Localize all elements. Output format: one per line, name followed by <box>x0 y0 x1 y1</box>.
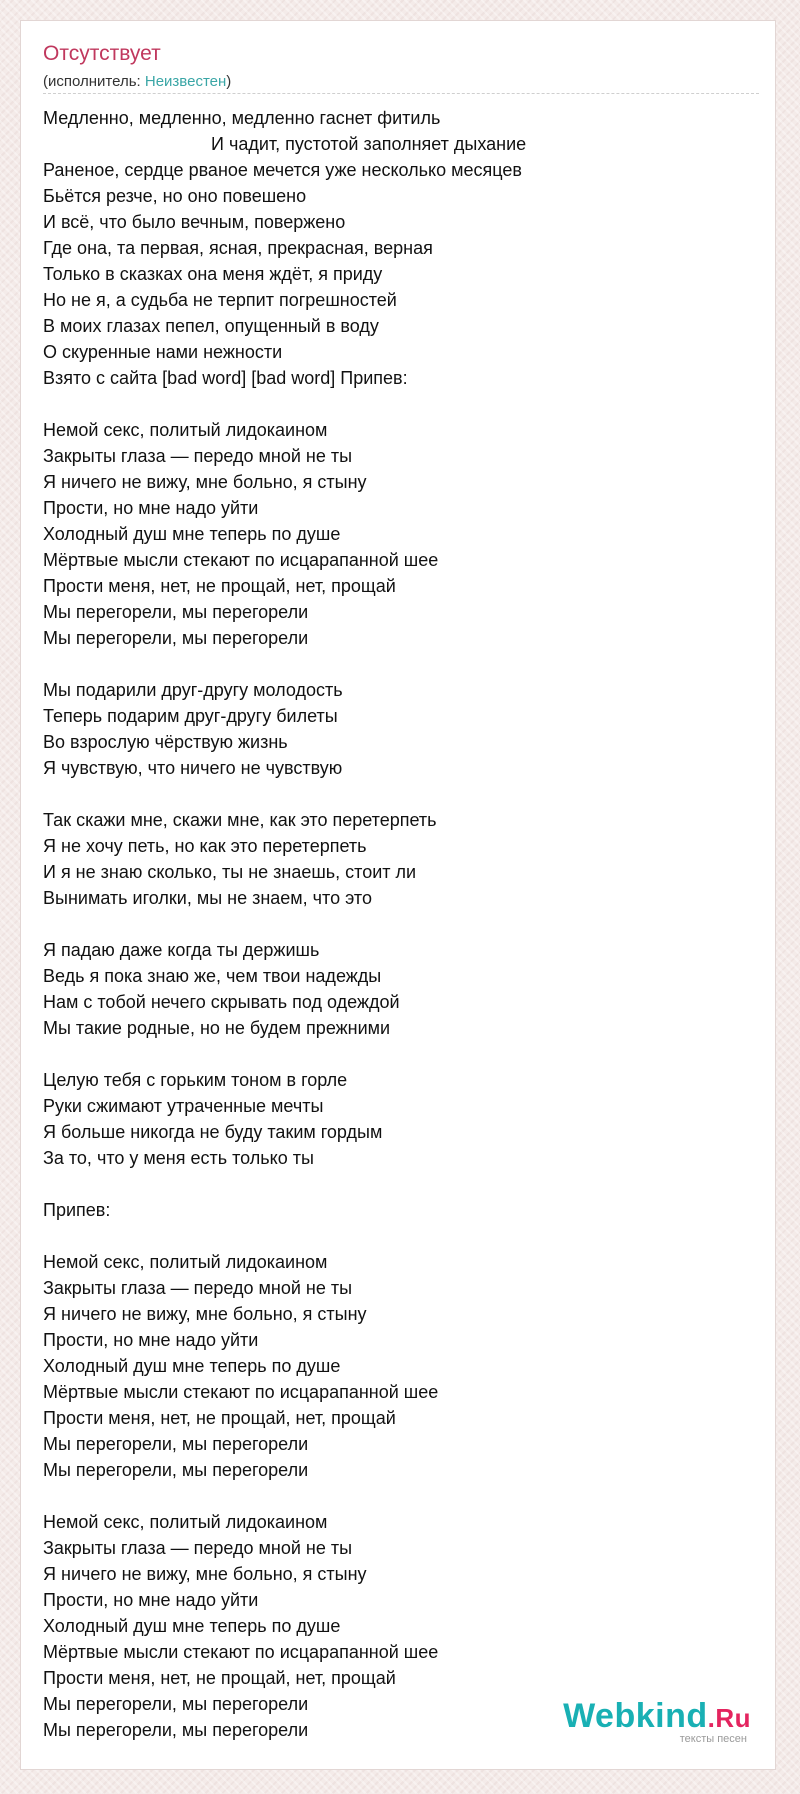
lyric-blank-line <box>43 391 759 417</box>
lyric-line: Я падаю даже когда ты держишь <box>43 940 320 960</box>
lyric-line: Холодный душ мне теперь по душе <box>43 1616 341 1636</box>
lyric-line: Закрыты глаза — передо мной не ты <box>43 446 353 466</box>
lyric-line: Я ничего не вижу, мне больно, я стыну <box>43 1564 367 1584</box>
lyric-line: Во взрослую чёрствую жизнь <box>43 732 288 752</box>
lyric-line: Припев: <box>43 1200 111 1220</box>
lyric-line: Но не я, а судьба не терпит погрешностей <box>43 290 397 310</box>
lyric-line: И всё, что было вечным, повержено <box>43 212 346 232</box>
lyric-line: Так скажи мне, скажи мне, как это перетерпеть <box>43 810 437 830</box>
lyric-line: Руки сжимают утраченные мечты <box>43 1096 324 1116</box>
song-title: Отсутствует <box>43 42 161 65</box>
lyric-line: Нам с тобой нечего скрывать под одеждой <box>43 992 400 1012</box>
lyric-line: Теперь подарим друг-другу билеты <box>43 706 338 726</box>
lyric-line: Где она, та первая, ясная, прекрасная, верная <box>43 238 433 258</box>
lyric-blank-line <box>43 781 759 807</box>
lyric-line: Я ничего не вижу, мне больно, я стыну <box>43 472 367 492</box>
lyric-line: Прости меня, нет, не прощай, нет, прощай <box>43 1668 396 1688</box>
lyric-line: Только в сказках она меня ждёт, я приду <box>43 264 383 284</box>
lyric-line: Ведь я пока знаю же, чем твои надежды <box>43 966 382 986</box>
logo-tagline: тексты песен <box>679 1733 747 1745</box>
lyric-line: Мы перегорели, мы перегорели <box>43 1434 309 1454</box>
lyric-line: И чадит, пустотой заполняет дыхание <box>211 134 527 154</box>
lyric-line: Немой секс, политый лидокаином <box>43 1512 328 1532</box>
lyric-line: Мёртвые мысли стекают по исцарапанной шее <box>43 550 439 570</box>
lyric-line: Мёртвые мысли стекают по исцарапанной шее <box>43 1642 439 1662</box>
lyric-blank-line <box>43 1171 759 1197</box>
lyric-line: Мёртвые мысли стекают по исцарапанной шее <box>43 1382 439 1402</box>
lyric-line: Бьётся резче, но оно повешено <box>43 186 307 206</box>
lyric-line: В моих глазах пепел, опущенный в воду <box>43 316 379 336</box>
lyric-line: Мы перегорели, мы перегорели <box>43 628 309 648</box>
header-divider <box>43 93 759 94</box>
lyric-line: Мы перегорели, мы перегорели <box>43 1720 309 1740</box>
lyric-line: Я ничего не вижу, мне больно, я стыну <box>43 1304 367 1324</box>
lyric-line: Прости меня, нет, не прощай, нет, прощай <box>43 576 396 596</box>
lyric-line: Прости, но мне надо уйти <box>43 498 259 518</box>
lyric-line: Холодный душ мне теперь по душе <box>43 1356 341 1376</box>
lyric-line: Холодный душ мне теперь по душе <box>43 524 341 544</box>
lyric-line: Я не хочу петь, но как это перетерпеть <box>43 836 367 856</box>
lyric-blank-line <box>43 1483 759 1509</box>
lyric-blank-line <box>43 911 759 937</box>
lyric-line: Закрыты глаза — передо мной не ты <box>43 1538 353 1558</box>
lyric-line: Я больше никогда не буду таким гордым <box>43 1122 383 1142</box>
lyric-blank-line <box>43 651 759 677</box>
lyric-line: Раненое, сердце рваное мечется уже несколько месяцев <box>43 160 522 180</box>
lyric-line: Прости, но мне надо уйти <box>43 1330 259 1350</box>
artist-prefix: (исполнитель: <box>43 73 145 90</box>
lyric-line: Мы подарили друг-другу молодость <box>43 680 343 700</box>
lyric-line: Мы перегорели, мы перегорели <box>43 1460 309 1480</box>
logo-name: Webkind <box>563 1697 708 1735</box>
artist-suffix: ) <box>226 73 232 90</box>
lyrics-card <box>20 20 776 1770</box>
logo-wordmark <box>563 1699 751 1735</box>
lyric-line: Прости меня, нет, не прощай, нет, прощай <box>43 1408 396 1428</box>
lyric-line: Мы перегорели, мы перегорели <box>43 602 309 622</box>
lyric-line: За то, что у меня есть только ты <box>43 1148 314 1168</box>
logo-tld: .Ru <box>707 1703 751 1733</box>
lyric-line: Закрыты глаза — передо мной не ты <box>43 1278 353 1298</box>
lyric-line: Я чувствую, что ничего не чувствую <box>43 758 343 778</box>
lyric-line: Мы перегорели, мы перегорели <box>43 1694 309 1714</box>
lyric-line: Прости, но мне надо уйти <box>43 1590 259 1610</box>
lyric-blank-line <box>43 1041 759 1067</box>
lyric-line: Целую тебя с горьким тоном в горле <box>43 1070 348 1090</box>
artist-line <box>43 73 231 90</box>
lyric-line: Взято с сайта [bad word] [bad word] Припев: <box>43 368 408 388</box>
lyric-line: Немой секс, политый лидокаином <box>43 420 328 440</box>
lyric-line: О скуренные нами нежности <box>43 342 283 362</box>
lyric-line: Вынимать иголки, мы не знаем, что это <box>43 888 372 908</box>
artist-link[interactable]: Неизвестен <box>144 73 227 90</box>
lyric-line: Медленно, медленно, медленно гаснет фитиль <box>43 108 441 128</box>
site-logo[interactable] <box>563 1699 751 1745</box>
lyric-line: Немой секс, политый лидокаином <box>43 1252 328 1272</box>
lyric-line: Мы такие родные, но не будем прежними <box>43 1018 391 1038</box>
lyric-blank-line <box>43 1223 759 1249</box>
lyrics-text <box>43 105 759 1743</box>
lyric-line: И я не знаю сколько, ты не знаешь, стоит ли <box>43 862 417 882</box>
